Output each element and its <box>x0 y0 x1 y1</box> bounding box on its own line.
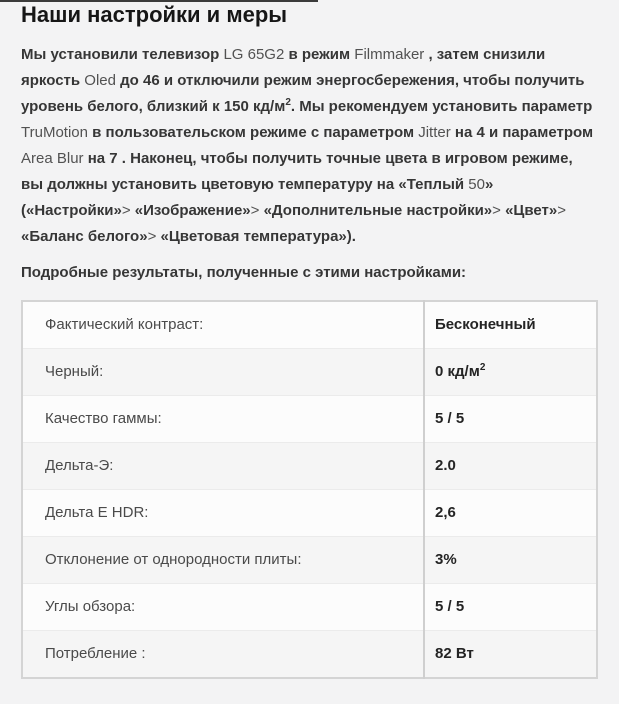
table-row <box>22 490 597 537</box>
table-row <box>22 537 597 584</box>
intro-text-segment: «Изображение» <box>134 202 251 219</box>
intro-text-segment: 2 <box>285 97 291 108</box>
intro-term-segment: TruMotion <box>21 124 88 141</box>
intro-text-segment: «Цветовая температура»). <box>160 228 356 245</box>
intro-term-segment: > <box>557 202 567 219</box>
intro-text-segment: «Баланс белого» <box>21 228 148 245</box>
intro-term-segment: Filmmaker <box>354 46 425 63</box>
row-value: 5 / 5 <box>424 584 597 631</box>
row-label: Дельта E HDR: <box>22 490 424 537</box>
row-value: 82 Вт <box>424 631 597 679</box>
row-value: 0 $кд/м^2$ <box>424 349 597 396</box>
table-row <box>22 396 597 443</box>
row-value: 2,6 <box>424 490 597 537</box>
intro-text-segment: «Цвет» <box>505 202 558 219</box>
top-crop-line <box>0 0 318 2</box>
section-heading: Наши настройки и меры <box>21 2 288 27</box>
intro-term-segment: > <box>250 202 264 219</box>
intro-term-segment: > <box>492 202 506 219</box>
intro-term-segment: Area Blur <box>21 150 84 167</box>
row-label: Отклонение от однородности плиты: <box>22 537 424 584</box>
row-value: 2.0 <box>424 443 597 490</box>
intro-text-segment: . Мы рекомендуем установить параметр <box>290 98 593 115</box>
table-row <box>22 301 597 349</box>
intro-text-segment: до 46 и отключили режим энергосбережения, чтобы получить уровень белого, близкий к 150 кд/м <box>21 72 585 115</box>
intro-text-segment: , затем снизили яркость <box>21 46 546 89</box>
row-label: Качество гаммы: <box>22 396 424 443</box>
row-label: Фактический контраст: <box>45 316 204 333</box>
intro-text-segment: Мы установили телевизор <box>21 46 224 63</box>
intro-paragraph <box>21 42 596 250</box>
row-label: Потребление : <box>22 631 424 679</box>
table-row <box>22 584 597 631</box>
intro-term-segment: 50 <box>468 176 485 193</box>
results-note: Подробные результаты, полученные с этими настройками: <box>21 264 467 281</box>
intro-term-segment: Jitter <box>418 124 451 141</box>
intro-term-segment: Oled <box>84 72 116 89</box>
table-row <box>22 443 597 490</box>
intro-term-segment: > <box>147 228 161 245</box>
results-table-body <box>22 301 597 678</box>
row-label: Черный: <box>22 349 424 396</box>
intro-text-segment: на 7 . Наконец, чтобы получить точные цвета в игровом режиме, вы должны установить цветовую температуру на «Теплый <box>21 150 573 193</box>
row-value-superscript: 2 <box>479 362 486 373</box>
intro-term-segment: LG 65G2 <box>223 46 285 63</box>
results-table <box>21 300 598 679</box>
intro-text-segment: в пользовательском режиме с параметром <box>87 124 419 141</box>
table-row <box>22 631 597 679</box>
row-value: Бесконечный <box>424 301 597 349</box>
intro-text-segment: на 4 и параметром <box>450 124 594 141</box>
intro-text-segment: «Дополнительные настройки» <box>263 202 493 219</box>
row-label: Дельта-Э: <box>22 443 424 490</box>
table-row <box>22 349 597 396</box>
intro-text-segment: » («Настройки» <box>21 176 494 219</box>
row-value: 5 / 5 <box>424 396 597 443</box>
intro-term-segment: > <box>121 202 135 219</box>
row-label: Углы обзора: <box>22 584 424 631</box>
intro-text-segment: в режим <box>284 46 355 63</box>
row-value: 3% <box>424 537 597 584</box>
